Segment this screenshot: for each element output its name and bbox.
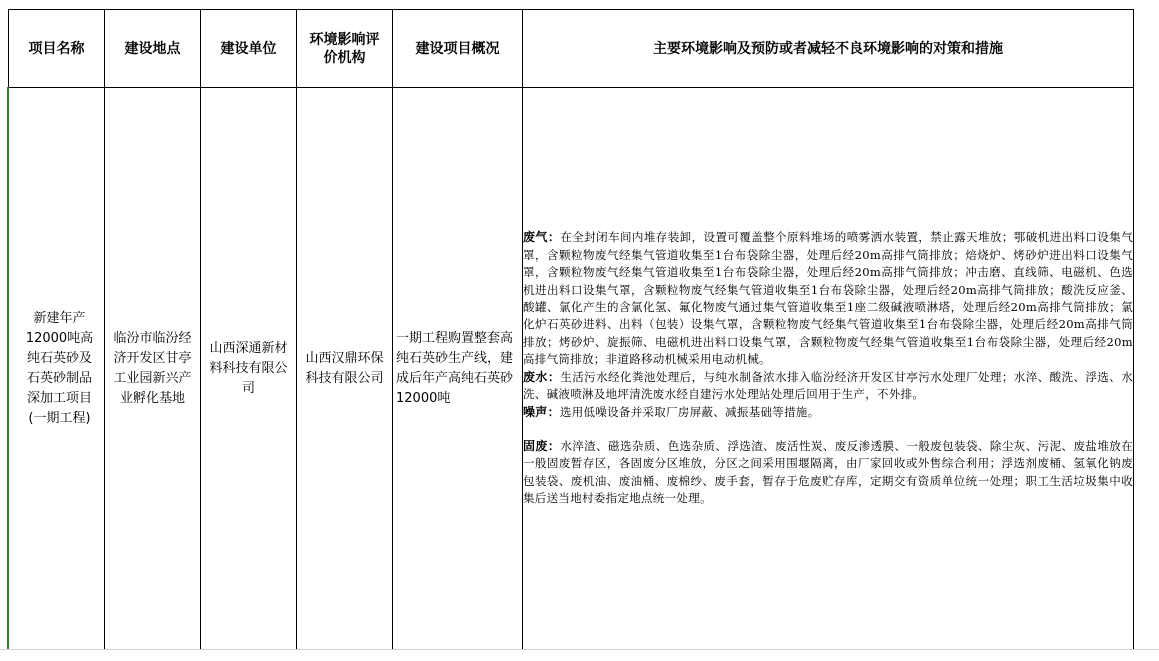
header-location: 建设地点 <box>105 10 201 88</box>
location-cell: 临汾市临汾经济开发区甘亭工业园新兴产业孵化基地 <box>105 88 201 650</box>
eia-agency-cell: 山西汉鼎环保科技有限公司 <box>297 88 393 650</box>
header-project-name: 项目名称 <box>9 10 105 88</box>
noise-text: 选用低噪设备并采取厂房屏蔽、减振基础等措施。 <box>559 404 820 419</box>
air-label: 废气： <box>523 230 561 245</box>
eia-table <box>8 9 1134 650</box>
water-paragraph <box>523 369 1133 404</box>
header-unit: 建设单位 <box>201 10 297 88</box>
header-eia-agency: 环境影响评价机构 <box>297 10 393 88</box>
solid-label: 固废： <box>523 438 561 453</box>
air-paragraph <box>523 229 1133 368</box>
header-measures: 主要环境影响及预防或者减轻不良环境影响的对策和措施 <box>523 10 1134 88</box>
top-strip <box>0 0 1159 9</box>
noise-label: 噪声： <box>523 404 560 419</box>
paragraph-gap <box>523 421 1133 438</box>
bottom-strip <box>0 649 1159 661</box>
header-row <box>9 10 1134 88</box>
table-row <box>9 88 1134 650</box>
overview-cell: 一期工程购置整套高纯石英砂生产线，建成后年产高纯石英砂12000吨 <box>393 88 523 650</box>
solid-paragraph <box>523 438 1133 508</box>
noise-paragraph <box>523 404 1133 421</box>
air-text: 在全封闭车间内堆存装卸，设置可覆盖整个原料堆场的喷雾洒水装置，禁止露天堆放；鄂破机进出料口设集气罩，含颗粒物废气经集气管道收集至1台布袋除尘器，处理后经20m高排气筒排放；焙烧炉、烤砂炉进出料口设集气罩，含颗粒物废气经集气管道收集至1台布袋除尘器，处理后经20m高排气筒排放；冲击磨、直线筛、电磁机、色选机进出料口设集气罩，含颗粒物废气经集气管道收集至1台布袋除尘器，处理后经20m高排气筒排放；酸洗反应釜、酸罐、氯化产生的含氯化氢、氟化物废气通过集气管道收集至1座二级碱液喷淋塔，处理后经20m高排气筒排放；氯化炉石英砂进料、出料（包装）设集气罩，含颗粒物废气经集气管道收集至1台布袋除尘器，处理后经20m高排气筒排放；烤砂炉、旋振筛、电磁机进出料口设集气罩，含颗粒物废气经集气管道收集至1台布袋除尘器，处理后经20m高排气筒排放；非道路移动机械采用电动机械。 <box>523 230 1133 367</box>
measures-cell <box>523 88 1134 650</box>
header-overview: 建设项目概况 <box>393 10 523 88</box>
water-text: 生活污水经化粪池处理后，与纯水制备浓水排入临汾经济开发区甘亭污水处理厂处理；水淬、酸洗、浮选、水洗、碱液喷淋及地坪清洗废水经自建污水处理站处理后回用于生产，不外排。 <box>523 369 1133 402</box>
unit-cell: 山西深通新材料科技有限公司 <box>201 88 297 650</box>
selection-edge <box>7 87 9 649</box>
project-name-cell: 新建年产12000吨高纯石英砂及石英砂制品深加工项目(一期工程) <box>9 88 105 650</box>
solid-text: 水淬渣、磁选杂质、色选杂质、浮选渣、废活性炭、废反渗透膜、一般废包装袋、除尘灰、污泥、废盐堆放在一般固废暂存区，各固废分区堆放，分区之间采用围堰隔离，由厂家回收或外售综合利用；浮选剂废桶、氢氧化钠废包装袋、废机油、废油桶、废棉纱、废手套，暂存于危废贮存库，定期交有资质单位统一处理；职工生活垃圾集中收集后送当地村委指定地点统一处理。 <box>523 438 1133 506</box>
water-label: 废水： <box>523 369 561 384</box>
